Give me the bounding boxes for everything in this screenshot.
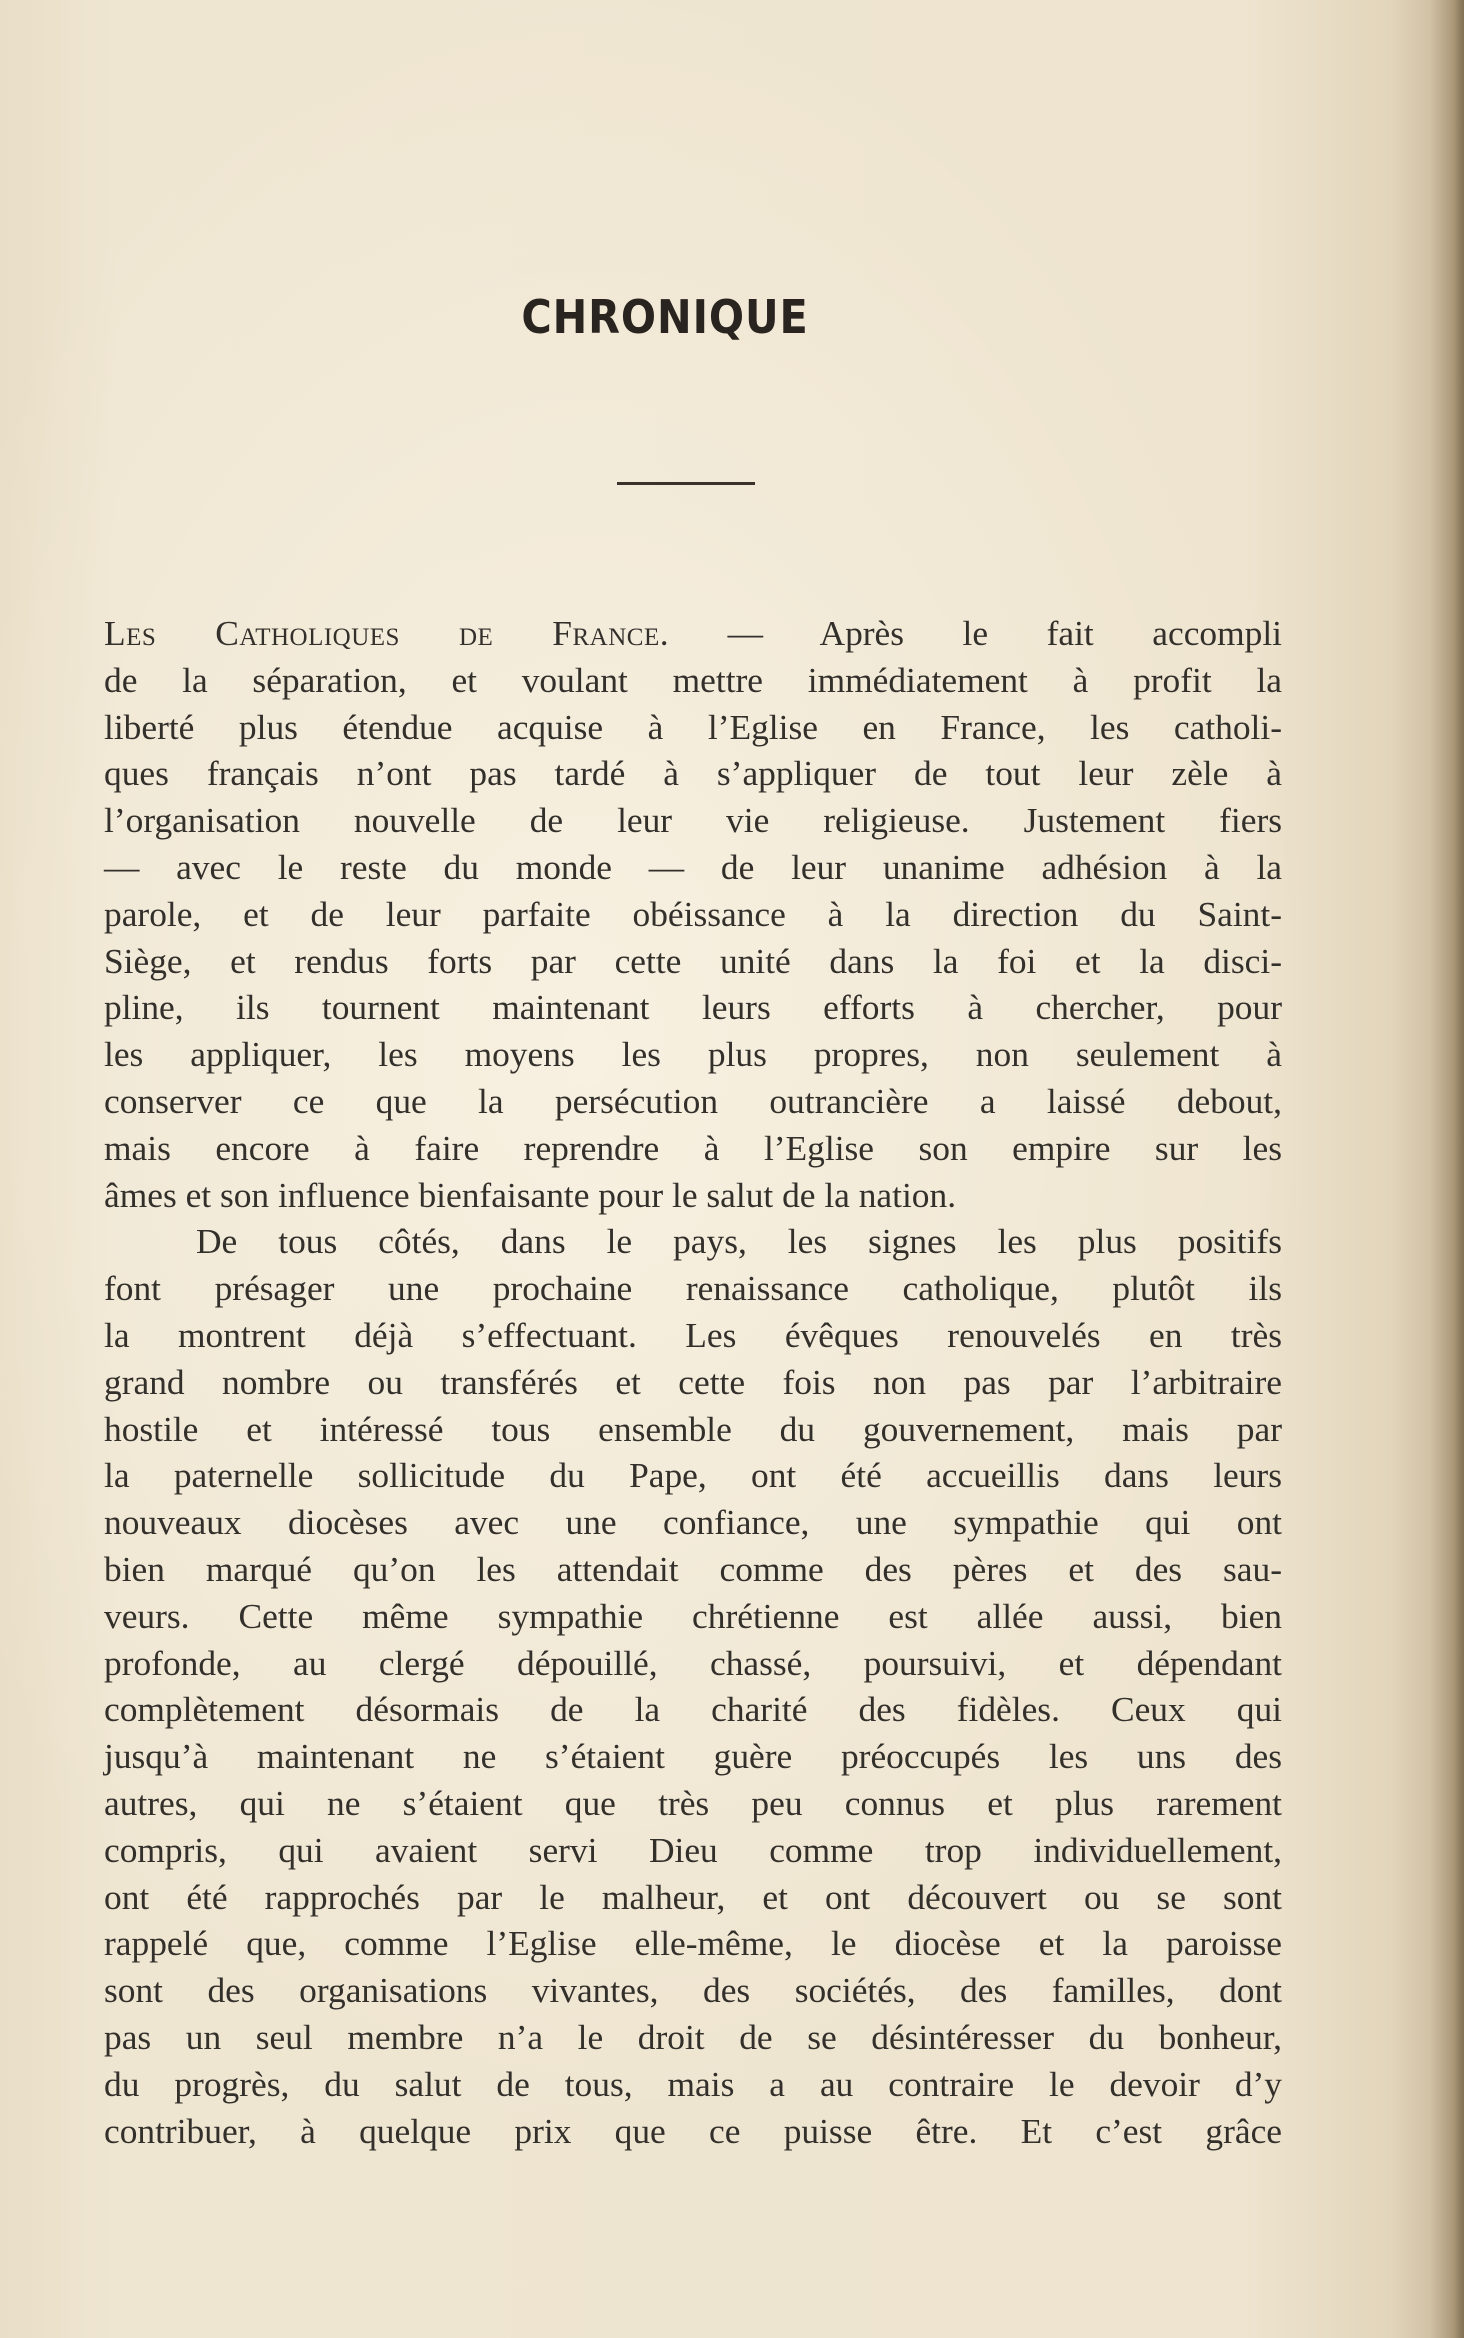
text-line: rappelé que, comme l’Eglise elle-même, le diocèse et la paroisse (104, 1923, 1282, 1964)
text-line: nouveaux diocèses avec une confiance, une sympathie qui ont (104, 1502, 1282, 1543)
text-line: compris, qui avaient servi Dieu comme trop individuellement, (104, 1829, 1282, 1870)
section-heading: Les Catholiques de France. (104, 613, 670, 653)
text-line: les appliquer, les moyens les plus propres, non seulement à (104, 1034, 1282, 1075)
text-line: font présager une prochaine renaissance catholique, plutôt ils (104, 1268, 1282, 1309)
text-line: la paternelle sollicitude du Pape, ont été accueillis dans leurs (104, 1455, 1282, 1496)
text-line: bien marqué qu’on les attendait comme des pères et des sau- (104, 1548, 1282, 1589)
text-line: pas un seul membre n’a le droit de se désintéresser du bonheur, (104, 2016, 1282, 2057)
text-line: contribuer, à quelque prix que ce puisse être. Et c’est grâce (104, 2110, 1282, 2151)
text-line (104, 610, 1282, 657)
text-line: complètement désormais de la charité des fidèles. Ceux qui (104, 1689, 1282, 1730)
text-line: — avec le reste du monde — de leur unanime adhésion à la (104, 846, 1282, 887)
text-line: veurs. Cette même sympathie chrétienne est allée aussi, bien (104, 1595, 1282, 1636)
title-rule (617, 482, 755, 485)
text-line: conserver ce que la persécution outrancière a laissé debout, (104, 1080, 1282, 1121)
text-line-content: — Après le fait accompli (669, 613, 1282, 653)
text-line: hostile et intéressé tous ensemble du gouvernement, mais par (104, 1408, 1282, 1449)
text-line: du progrès, du salut de tous, mais a au contraire le devoir d’y (104, 2063, 1282, 2104)
text-line: la montrent déjà s’effectuant. Les évêques renouvelés en très (104, 1314, 1282, 1355)
text-line: ques français n’ont pas tardé à s’appliquer de tout leur zèle à (104, 753, 1282, 794)
text-line: sont des organisations vivantes, des sociétés, des familles, dont (104, 1970, 1282, 2011)
text-line: pline, ils tournent maintenant leurs efforts à chercher, pour (104, 987, 1282, 1028)
body-text (104, 610, 1282, 2154)
text-line: âmes et son influence bienfaisante pour le salut de la nation. (104, 1174, 957, 1215)
text-line: jusqu’à maintenant ne s’étaient guère préoccupés les uns des (104, 1736, 1282, 1777)
text-line: Siège, et rendus forts par cette unité dans la foi et la disci- (104, 940, 1282, 981)
text-line: De tous côtés, dans le pays, les signes les plus positifs (196, 1221, 1282, 1262)
text-line: mais encore à faire reprendre à l’Eglise son empire sur les (104, 1127, 1282, 1168)
text-line: parole, et de leur parfaite obéissance à la direction du Saint- (104, 893, 1282, 934)
text-line: profonde, au clergé dépouillé, chassé, poursuivi, et dépendant (104, 1642, 1282, 1683)
text-line: ont été rapprochés par le malheur, et ont découvert ou se sont (104, 1876, 1282, 1917)
text-line: grand nombre ou transférés et cette fois non pas par l’arbitraire (104, 1361, 1282, 1402)
text-line: l’organisation nouvelle de leur vie religieuse. Justement fiers (104, 800, 1282, 841)
page-edge-shadow (1430, 0, 1464, 2338)
text-line: de la séparation, et voulant mettre immédiatement à profit la (104, 659, 1282, 700)
chapter-title: CHRONIQUE (521, 290, 809, 344)
text-line: liberté plus étendue acquise à l’Eglise en France, les catholi- (104, 706, 1282, 747)
text-line: autres, qui ne s’étaient que très peu connus et plus rarement (104, 1782, 1282, 1823)
